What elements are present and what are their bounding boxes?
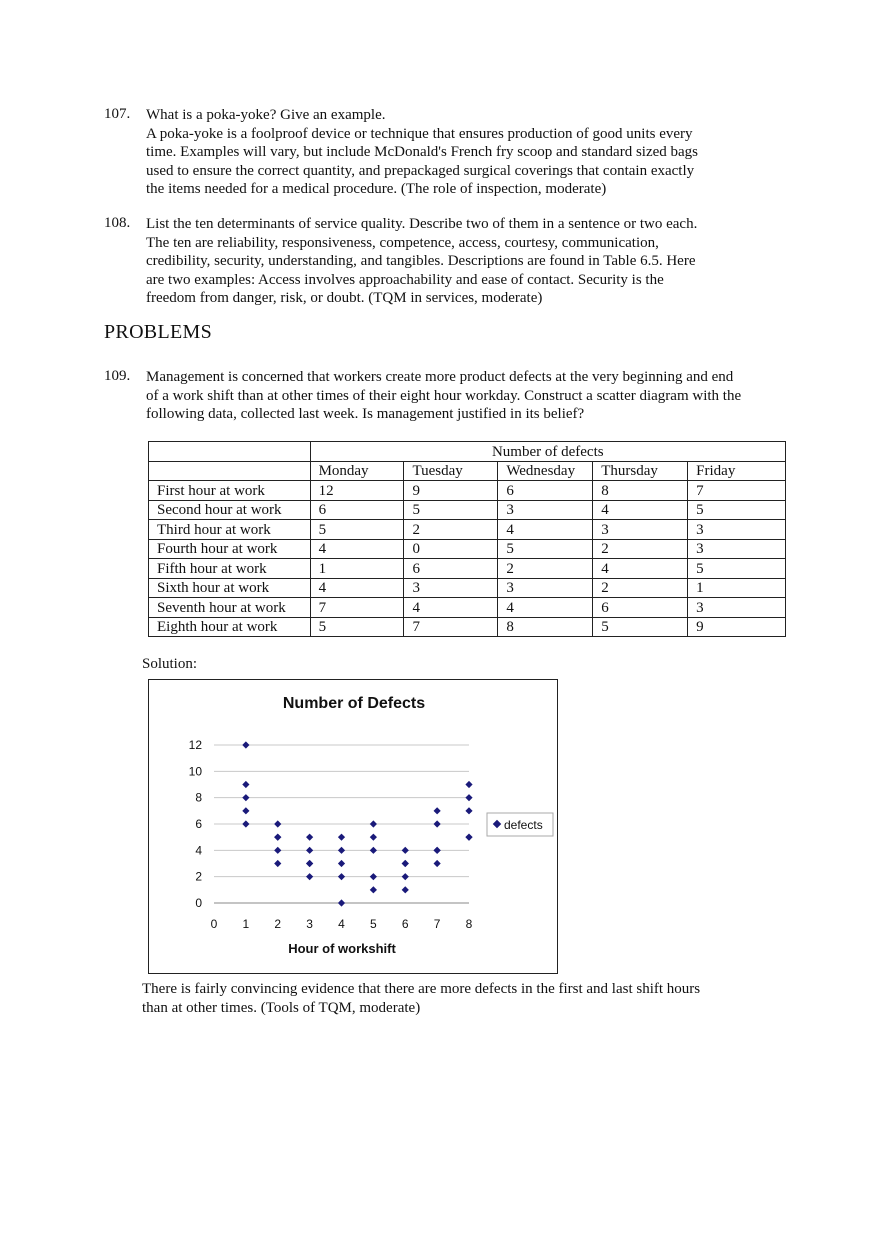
data-point (434, 860, 441, 867)
chart-title: Number of Defects (282, 695, 426, 712)
x-tick-label: 6 (401, 917, 409, 931)
table-cell: 3 (404, 578, 498, 598)
table-row (149, 559, 786, 579)
table-cell: 7 (404, 617, 498, 637)
data-point (306, 873, 313, 880)
data-point (370, 886, 377, 893)
row-label: Third hour at work (149, 520, 311, 540)
data-point (242, 807, 249, 814)
y-tick-label: 6 (195, 817, 202, 831)
table-cell: 6 (593, 598, 688, 618)
answer-line: freedom from danger, risk, or doubt. (TQM in services, moderate) (146, 290, 543, 307)
data-point (402, 873, 409, 880)
table-corner (149, 442, 311, 462)
table-cell: 5 (593, 617, 688, 637)
question-number: 109. (104, 368, 131, 384)
table-row (149, 539, 786, 559)
table-row (149, 578, 786, 598)
table-cell: 8 (498, 617, 593, 637)
column-header: Tuesday (404, 461, 498, 481)
solution-label: Solution: (142, 656, 198, 672)
data-point (434, 847, 441, 854)
scatter-chart (148, 679, 558, 974)
data-point (434, 820, 441, 827)
question-107 (104, 106, 784, 199)
data-point (274, 820, 281, 827)
table-header-row (149, 442, 786, 462)
column-header: Wednesday (498, 461, 593, 481)
data-point (465, 794, 472, 801)
table-cell: 1 (310, 559, 404, 579)
data-point (274, 860, 281, 867)
question-109 (104, 368, 784, 424)
table-cell: 5 (310, 617, 404, 637)
table-row (149, 598, 786, 618)
question-line: of a work shift than at other times of their eight hour workday. Construct a scatter diagram with the (146, 387, 742, 404)
row-label: Sixth hour at work (149, 578, 311, 598)
chart-legend (487, 813, 553, 836)
table-cell: 5 (688, 500, 786, 520)
legend-label: defects (504, 818, 543, 832)
chart-axes (189, 738, 473, 931)
table-cell: 5 (404, 500, 498, 520)
question-108 (104, 215, 784, 308)
table-cell: 6 (310, 500, 404, 520)
question-line: Management is concerned that workers create more product defects at the very beginning and end (146, 369, 734, 385)
data-point (242, 794, 249, 801)
data-point (306, 860, 313, 867)
y-tick-label: 12 (188, 738, 202, 752)
column-header: Monday (310, 461, 404, 481)
table-row (149, 500, 786, 520)
answer-line: time. Examples will vary, but include McDonald's French fry scoop and standard sized bags (146, 144, 699, 161)
table-row (149, 481, 786, 501)
data-point (338, 899, 345, 906)
table-cell: 4 (310, 539, 404, 559)
table-cell: 5 (310, 520, 404, 540)
data-point (402, 886, 409, 893)
data-point (465, 807, 472, 814)
section-title: PROBLEMS (104, 321, 212, 343)
data-point (242, 741, 249, 748)
table-cell: 2 (593, 578, 688, 598)
x-tick-label: 5 (370, 917, 377, 931)
table-cell: 4 (310, 578, 404, 598)
x-tick-label: 7 (433, 917, 441, 931)
table-cell: 1 (688, 578, 786, 598)
data-point (370, 873, 377, 880)
conclusion-line: than at other times. (Tools of TQM, moderate) (142, 999, 421, 1016)
table-cell: 3 (498, 578, 593, 598)
x-tick-label: 8 (465, 917, 473, 931)
data-point (465, 781, 472, 788)
table-row (149, 617, 786, 637)
table-cell: 8 (593, 481, 688, 501)
data-point (306, 847, 313, 854)
data-point (306, 834, 313, 841)
x-tick-label: 2 (274, 917, 282, 931)
x-tick-label: 1 (242, 917, 250, 931)
y-tick-label: 8 (195, 790, 202, 805)
table-group-header: Number of defects (310, 442, 785, 462)
table-header-row (149, 461, 786, 481)
data-point (338, 873, 345, 880)
table-cell: 4 (498, 598, 593, 618)
table-row (149, 520, 786, 540)
table-cell: 2 (498, 559, 593, 579)
table-cell: 5 (688, 559, 786, 579)
table-cell: 7 (688, 481, 786, 501)
table-cell: 3 (593, 520, 688, 540)
conclusion (142, 980, 782, 1017)
table-cell: 3 (688, 598, 786, 618)
table-cell: 2 (593, 539, 688, 559)
defects-table (148, 441, 786, 637)
column-header: Thursday (593, 461, 688, 481)
data-point (402, 860, 409, 867)
table-cell: 4 (498, 520, 593, 540)
answer-line: A poka-yoke is a foolproof device or technique that ensures production of good units every (146, 125, 693, 142)
answer-line: used to ensure the correct quantity, and prepackaged surgical coverings that contain exactly (146, 162, 695, 179)
chart-x-axis-label: Hour of workshift (288, 941, 396, 956)
y-tick-label: 2 (195, 869, 202, 884)
table-cell: 4 (593, 500, 688, 520)
table-cell: 4 (593, 559, 688, 579)
table-cell: 0 (404, 539, 498, 559)
table-cell: 5 (498, 539, 593, 559)
row-label: Seventh hour at work (149, 598, 311, 618)
chart-canvas (149, 680, 557, 973)
table-cell: 2 (404, 520, 498, 540)
table-cell: 12 (310, 481, 404, 501)
question-text: List the ten determinants of service quality. Describe two of them in a sentence or two each. (146, 216, 698, 232)
y-tick-label: 10 (188, 764, 202, 779)
data-point (434, 807, 441, 814)
data-point (338, 834, 345, 841)
question-number: 108. (104, 215, 131, 231)
table-cell: 7 (310, 598, 404, 618)
table-cell: 3 (498, 500, 593, 520)
x-tick-label: 0 (210, 917, 218, 931)
data-point (465, 834, 472, 841)
question-text: What is a poka-yoke? Give an example. (146, 107, 386, 123)
table-cell: 6 (498, 481, 593, 501)
row-label: Second hour at work (149, 500, 311, 520)
data-point (370, 847, 377, 854)
answer-line: credibility, security, understanding, and tangibles. Descriptions are found in Table 6.5. Here (146, 253, 696, 270)
table-cell: 9 (688, 617, 786, 637)
y-tick-label: 0 (195, 896, 202, 910)
table-corner (149, 461, 311, 481)
answer-line: are two examples: Access involves approachability and ease of contact. Security is the (146, 271, 664, 288)
data-point (402, 847, 409, 854)
table-cell: 4 (404, 598, 498, 618)
data-point (370, 834, 377, 841)
table-cell: 3 (688, 520, 786, 540)
y-tick-label: 4 (195, 843, 202, 858)
question-line: following data, collected last week. Is management justified in its belief? (146, 406, 585, 423)
table-cell: 3 (688, 539, 786, 559)
answer-line: the items needed for a medical procedure. (The role of inspection, moderate) (146, 181, 607, 198)
row-label: Eighth hour at work (149, 617, 311, 637)
row-label: Fifth hour at work (149, 559, 311, 579)
x-tick-label: 4 (338, 917, 345, 931)
data-point (274, 847, 281, 854)
table-cell: 6 (404, 559, 498, 579)
data-point (274, 834, 281, 841)
column-header: Friday (688, 461, 786, 481)
data-point (338, 860, 345, 867)
table-cell: 9 (404, 481, 498, 501)
answer-line: The ten are reliability, responsiveness, competence, access, courtesy, communication, (146, 234, 659, 251)
data-point (338, 847, 345, 854)
row-label: First hour at work (149, 481, 311, 501)
row-label: Fourth hour at work (149, 539, 311, 559)
data-point (242, 820, 249, 827)
data-point (242, 781, 249, 788)
x-tick-label: 3 (306, 917, 313, 931)
question-number: 107. (104, 106, 131, 122)
conclusion-line: There is fairly convincing evidence that there are more defects in the first and last shift hours (142, 981, 701, 997)
data-point (370, 820, 377, 827)
